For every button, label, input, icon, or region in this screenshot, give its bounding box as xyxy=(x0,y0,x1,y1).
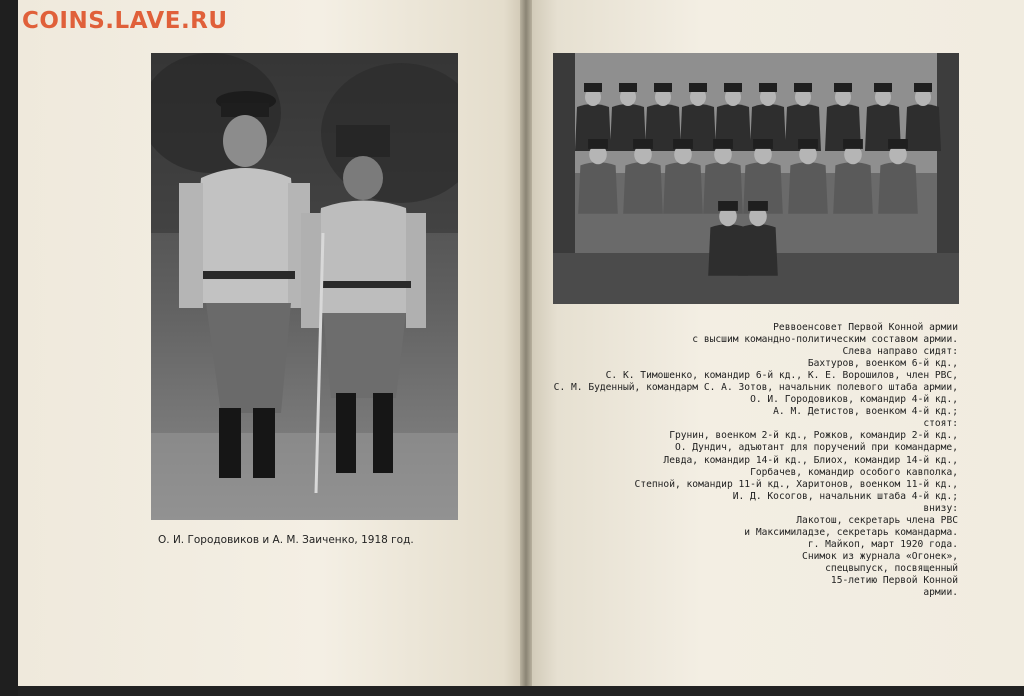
caption-line: внизу: xyxy=(923,502,958,514)
caption-line: И. Д. Косогов, начальник штаба 4-й кд.; xyxy=(732,490,958,502)
caption-line: Слева направо сидят: xyxy=(842,346,958,358)
caption-line: С. К. Тимошенко, командир 6-й кд., К. Е. Ворошилов, член РВС, xyxy=(605,370,958,382)
right-photo-caption xyxy=(538,322,958,599)
caption-line: с высшим командно-политическим составом армии. xyxy=(692,334,958,346)
caption-line: Степной, командир 11-й кд., Харитонов, военком 11-й кд., xyxy=(634,478,958,490)
caption-line: О. Дундич, адъютант для поручений при командарме, xyxy=(674,442,958,454)
book-gutter xyxy=(520,0,532,696)
caption-line: Лакотош, секретарь члена РВС xyxy=(796,514,958,526)
caption-line: армии. xyxy=(923,587,958,599)
photo-two-soldiers xyxy=(151,53,458,520)
caption-line: Бахтуров, военком 6-й кд., xyxy=(807,358,958,370)
caption-line: Горбачев, командир особого кавполка, xyxy=(750,466,958,478)
caption-line: и Максимиладзе, секретарь командарма. xyxy=(744,526,958,538)
caption-line: спецвыпуск, посвященный xyxy=(825,562,958,574)
caption-line: С. М. Буденный, командарм С. А. Зотов, начальник полевого штаба армии, xyxy=(553,382,958,394)
caption-line: Левда, командир 14-й кд., Блиох, командир 14-й кд., xyxy=(663,454,958,466)
caption-line: А. М. Детистов, военком 4-й кд.; xyxy=(773,406,958,418)
caption-line: 15-летию Первой Конной xyxy=(830,574,958,586)
left-photo-caption: О. И. Городовиков и А. М. Заиченко, 1918 год. xyxy=(158,534,414,546)
caption-line: Снимок из журнала «Огонек», xyxy=(802,550,958,562)
watermark: COINS.LAVE.RU xyxy=(22,8,228,34)
caption-line: Реввоенсовет Первой Конной армии xyxy=(773,322,958,333)
photo-group-officers xyxy=(553,53,959,304)
caption-line: О. И. Городовиков, командир 4-й кд., xyxy=(750,394,958,406)
caption-line: стоят: xyxy=(923,418,958,430)
book-edge xyxy=(18,686,1024,696)
caption-line: Грунин, военком 2-й кд., Рожков, командир 2-й кд., xyxy=(669,430,958,442)
caption-line: г. Майкоп, март 1920 года. xyxy=(807,538,958,550)
